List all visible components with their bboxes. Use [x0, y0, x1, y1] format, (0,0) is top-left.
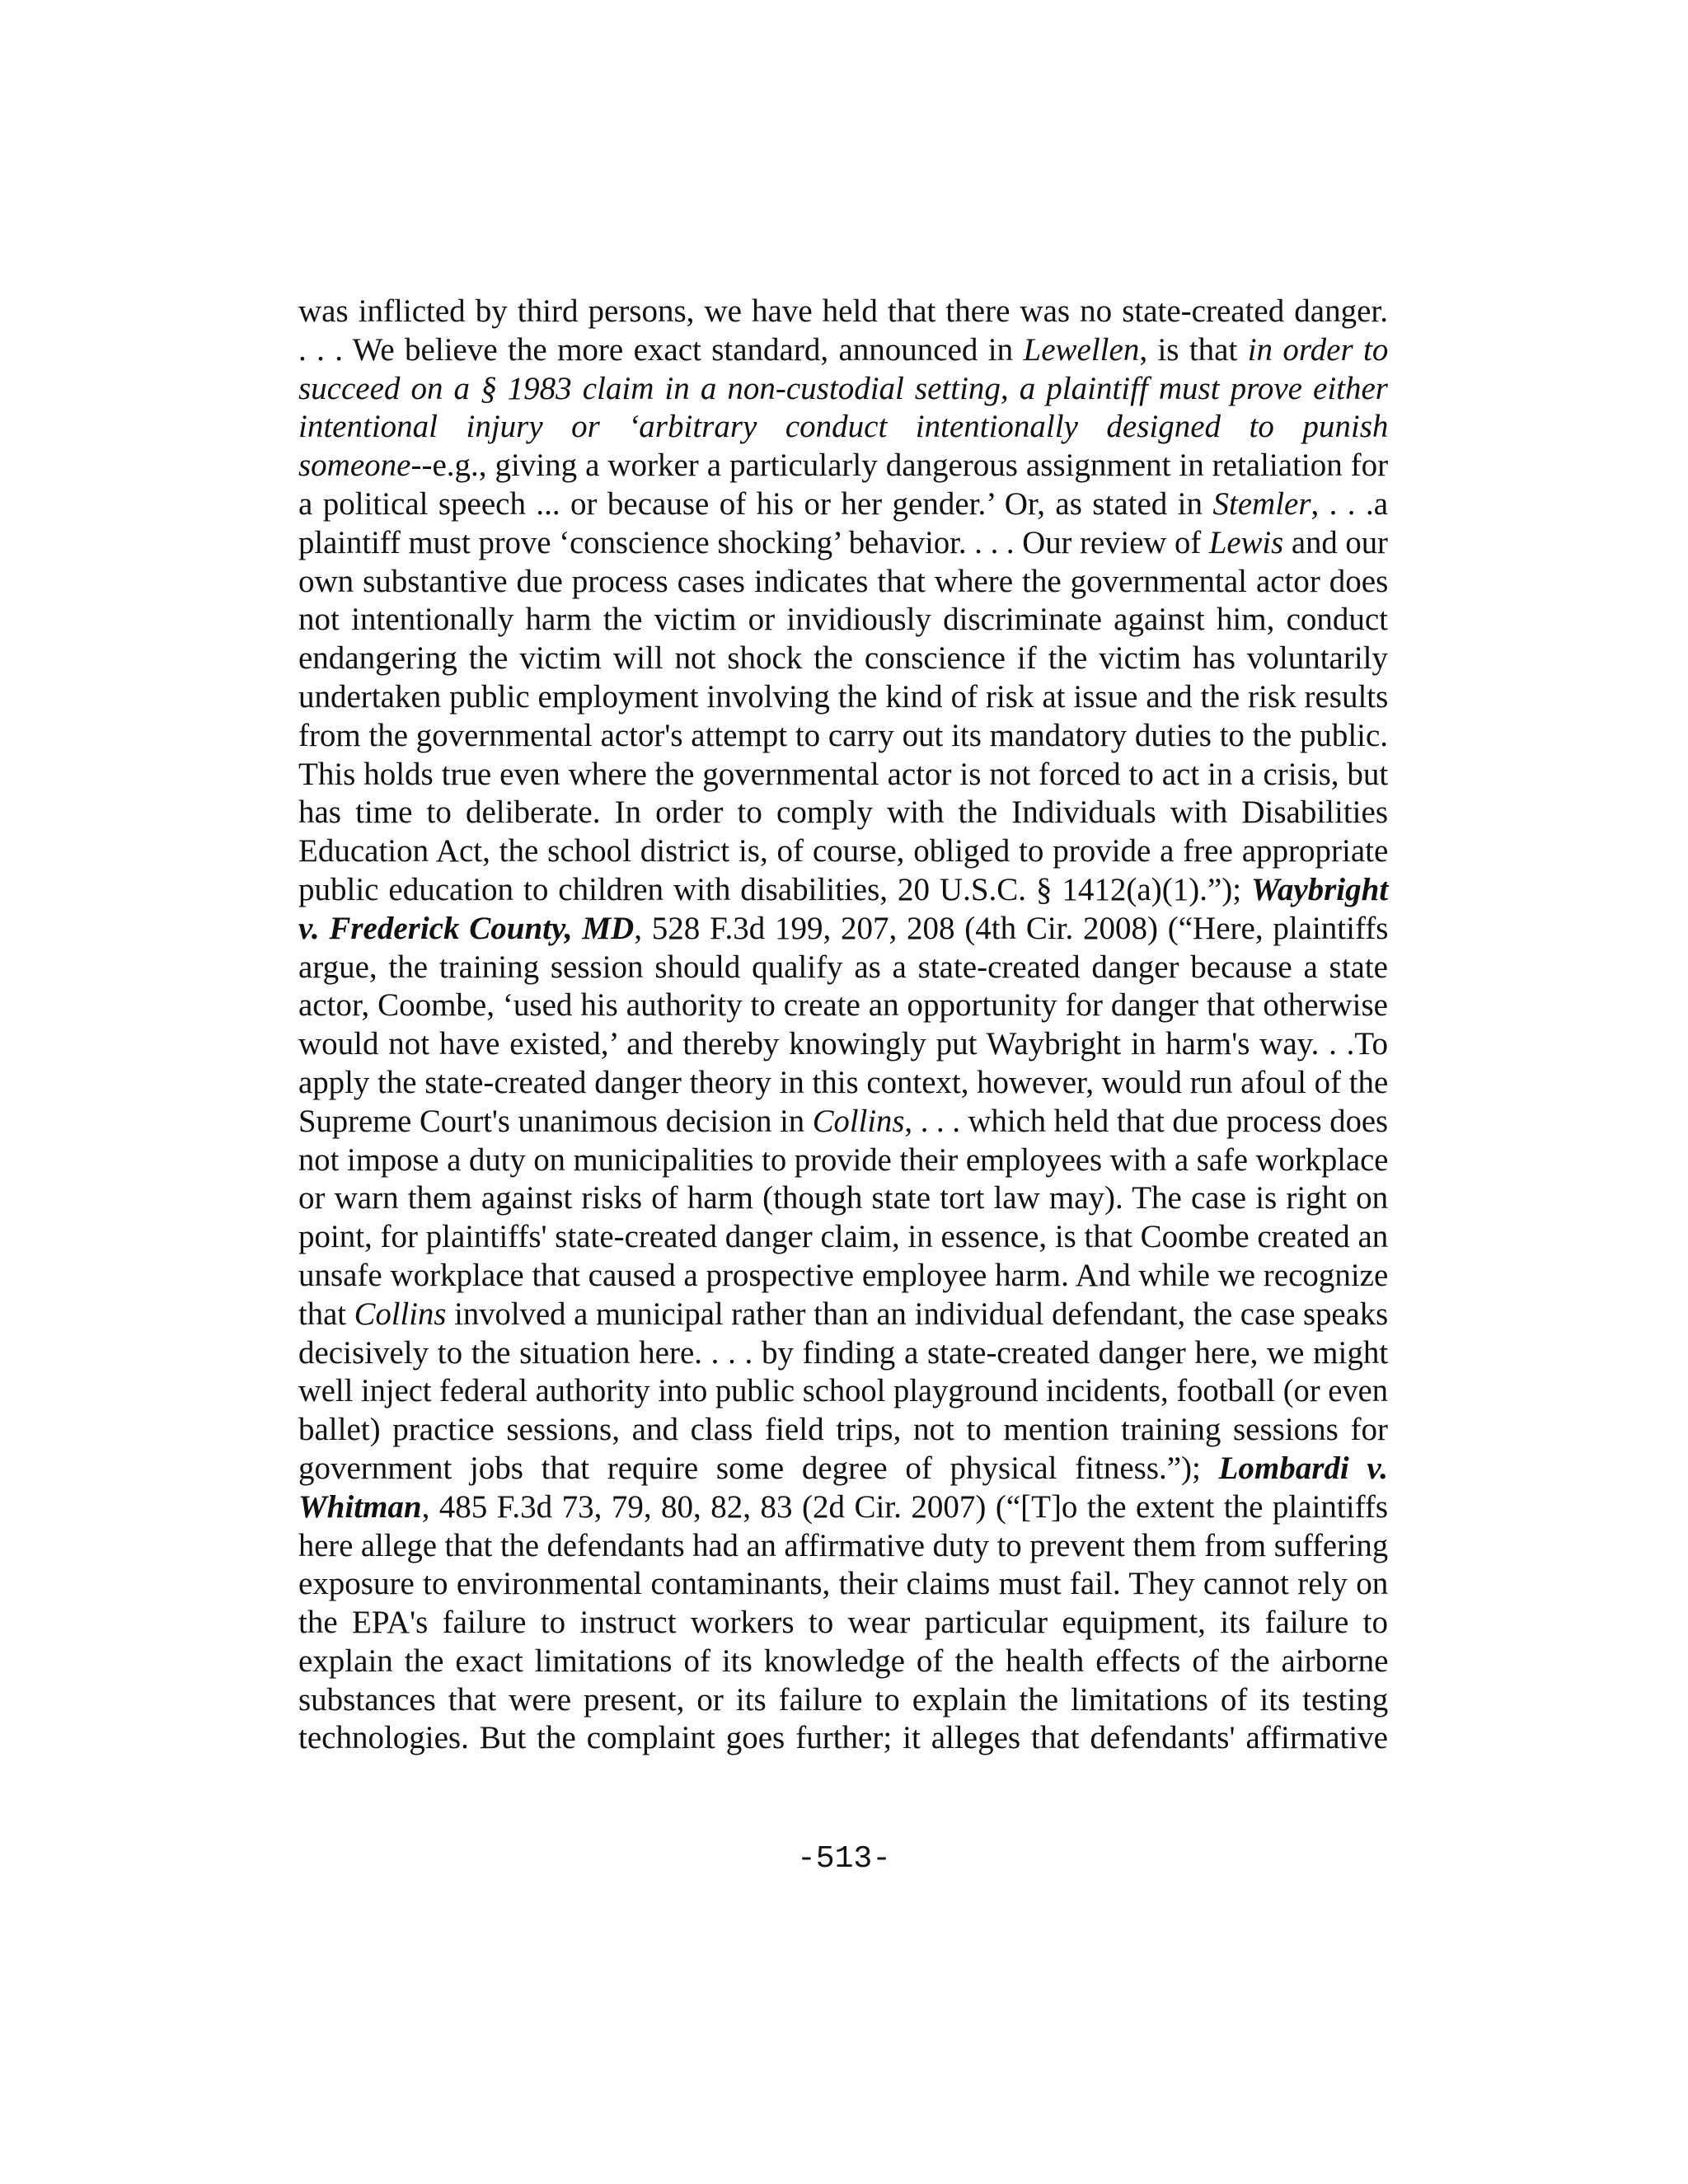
text-line	[298, 1681, 1388, 1720]
text-segment: endangering the victim will not shock the conscience if the victim has voluntarily	[298, 640, 1388, 677]
text-segment: not intentionally harm the victim or invidiously discriminate against him, conduct	[298, 602, 1389, 638]
text-line	[298, 640, 1388, 678]
text-line	[298, 1719, 1388, 1758]
text-segment: a political speech ... or because of his or her gender.’ Or, as stated in	[298, 485, 1213, 522]
text-line	[298, 1488, 1388, 1527]
text-line	[298, 331, 1388, 370]
text-segment: point, for plaintiffs' state-created danger claim, in essence, is that Coombe created an	[298, 1219, 1389, 1255]
text-segment: from the governmental actor's attempt to carry out its mandatory duties to the public.	[298, 717, 1389, 753]
text-line	[298, 1257, 1388, 1296]
text-segment: well inject federal authority into public school playground incidents, football (or even	[298, 1373, 1388, 1409]
text-line	[298, 871, 1388, 910]
text-segment: and our	[1283, 524, 1388, 560]
text-segment: , 485 F.3d 73, 79, 80, 82, 83 (2d Cir. 2007) (“[T]o the extent the plaintiffs	[421, 1488, 1389, 1525]
text-segment: government jobs that require some degree of physical fitness.”);	[298, 1450, 1219, 1486]
text-line	[298, 408, 1388, 447]
text-line	[298, 794, 1388, 832]
text-segment: . . . We believe the more exact standard, announced in	[298, 331, 1024, 368]
text-segment: that	[298, 1296, 354, 1332]
text-line	[298, 717, 1388, 756]
text-line	[298, 601, 1388, 640]
text-segment: was inflicted by third persons, we have held that there was no state-created danger.	[298, 293, 1388, 329]
emphasized-text: Lewis	[1208, 524, 1284, 560]
text-line	[298, 1179, 1388, 1218]
emphasized-text: someone	[298, 448, 411, 484]
text-segment: own substantive due process cases indicates that where the governmental actor does	[298, 563, 1389, 599]
text-line	[298, 832, 1388, 871]
text-segment: would not have existed,’ and thereby knowingly put Waybright in harm's way. . .To	[298, 1026, 1388, 1062]
text-segment: , . . .a	[1311, 485, 1389, 522]
emphasized-text: Waybright	[1251, 871, 1389, 907]
text-segment: apply the state-created danger theory in this context, however, would run afoul of the	[298, 1064, 1389, 1100]
text-line	[298, 1604, 1388, 1643]
text-line	[298, 1643, 1388, 1681]
text-line	[298, 563, 1388, 602]
text-line	[298, 678, 1388, 717]
text-segment: , 528 F.3d 199, 207, 208 (4th Cir. 2008) (“Here, plaintiffs	[634, 910, 1389, 946]
text-line	[298, 370, 1388, 409]
emphasized-text: Stemler	[1212, 485, 1311, 522]
text-line	[298, 949, 1388, 987]
emphasized-text: in order to	[1247, 331, 1389, 368]
text-line	[298, 1334, 1388, 1373]
text-line	[298, 1411, 1388, 1450]
text-segment: decisively to the situation here. . . . by finding a state-created danger here, we might	[298, 1334, 1389, 1371]
text-segment: plaintiff must prove ‘conscience shocking’ behavior. . . . Our review of	[298, 524, 1209, 560]
text-line	[298, 1141, 1388, 1180]
text-segment: Education Act, the school district is, of course, obliged to provide a free appropriate	[298, 833, 1389, 869]
text-segment: argue, the training session should qualify as a state-created danger because a state	[298, 949, 1388, 985]
text-segment: here allege that the defendants had an affirmative duty to prevent them from suffering	[298, 1527, 1389, 1563]
text-segment: exposure to environmental contaminants, their claims must fail. They cannot rely on	[298, 1566, 1389, 1602]
text-line	[298, 1296, 1388, 1334]
text-segment: --e.g., giving a worker a particularly dangerous assignment in retaliation for	[410, 448, 1389, 484]
text-segment: substances that were present, or its failure to explain the limitations of its testing	[298, 1681, 1389, 1718]
text-line	[298, 1372, 1388, 1411]
text-line	[298, 756, 1388, 794]
text-segment: explain the exact limitations of its knowledge of the health effects of the airborne	[298, 1643, 1389, 1679]
emphasized-text: Lombardi v.	[1218, 1450, 1388, 1486]
emphasized-text: succeed on a § 1983 claim in a non-custodial setting, a plaintiff must prove either	[298, 370, 1388, 406]
emphasized-text: Collins	[354, 1296, 447, 1332]
text-line	[298, 1450, 1388, 1488]
emphasized-text: Collins	[812, 1103, 905, 1139]
emphasized-text: v. Frederick County, MD	[298, 910, 635, 946]
text-line	[298, 524, 1388, 563]
text-segment: or warn them against risks of harm (though state tort law may). The case is right on	[298, 1180, 1389, 1216]
text-line	[298, 1025, 1388, 1064]
body-text	[298, 293, 1388, 1758]
text-line	[298, 1565, 1388, 1604]
text-line	[298, 1527, 1388, 1566]
text-segment: ballet) practice sessions, and class field trips, not to mention training sessions for	[298, 1412, 1388, 1448]
text-segment: has time to deliberate. In order to comply with the Individuals with Disabilities	[298, 794, 1388, 831]
text-segment: unsafe workplace that caused a prospective employee harm. And while we recognize	[298, 1257, 1389, 1293]
text-segment: the EPA's failure to instruct workers to wear particular equipment, its failure to	[298, 1605, 1388, 1641]
text-segment: involved a municipal rather than an individual defendant, the case speaks	[446, 1296, 1389, 1332]
text-line	[298, 293, 1388, 331]
text-line	[298, 987, 1388, 1025]
text-segment: technologies. But the complaint goes further; it alleges that defendants' affirmative	[298, 1720, 1388, 1756]
text-segment: undertaken public employment involving the kind of risk at issue and the risk results	[298, 678, 1389, 715]
text-line	[298, 910, 1388, 949]
emphasized-text: Whitman	[298, 1488, 422, 1525]
emphasized-text: intentional injury or ‘arbitrary conduct intentionally designed to punish	[298, 409, 1389, 445]
text-line	[298, 1103, 1388, 1141]
text-segment: , . . . which held that due process does	[904, 1103, 1389, 1139]
text-line	[298, 485, 1388, 524]
text-segment: This holds true even where the governmental actor is not forced to act in a crisis, but	[298, 756, 1389, 792]
emphasized-text: Lewellen	[1023, 331, 1140, 368]
text-line	[298, 447, 1388, 485]
page-number: -513-	[796, 1841, 892, 1877]
text-segment: actor, Coombe, ‘used his authority to create an opportunity for danger that otherwise	[298, 987, 1388, 1024]
text-line	[298, 1064, 1388, 1103]
text-segment: not impose a duty on municipalities to provide their employees with a safe workplace	[298, 1141, 1389, 1178]
text-line	[298, 1218, 1388, 1257]
text-segment: Supreme Court's unanimous decision in	[298, 1103, 813, 1139]
text-segment: public education to children with disabilities, 20 U.S.C. § 1412(a)(1).”);	[298, 871, 1252, 907]
text-segment: , is that	[1139, 331, 1248, 368]
